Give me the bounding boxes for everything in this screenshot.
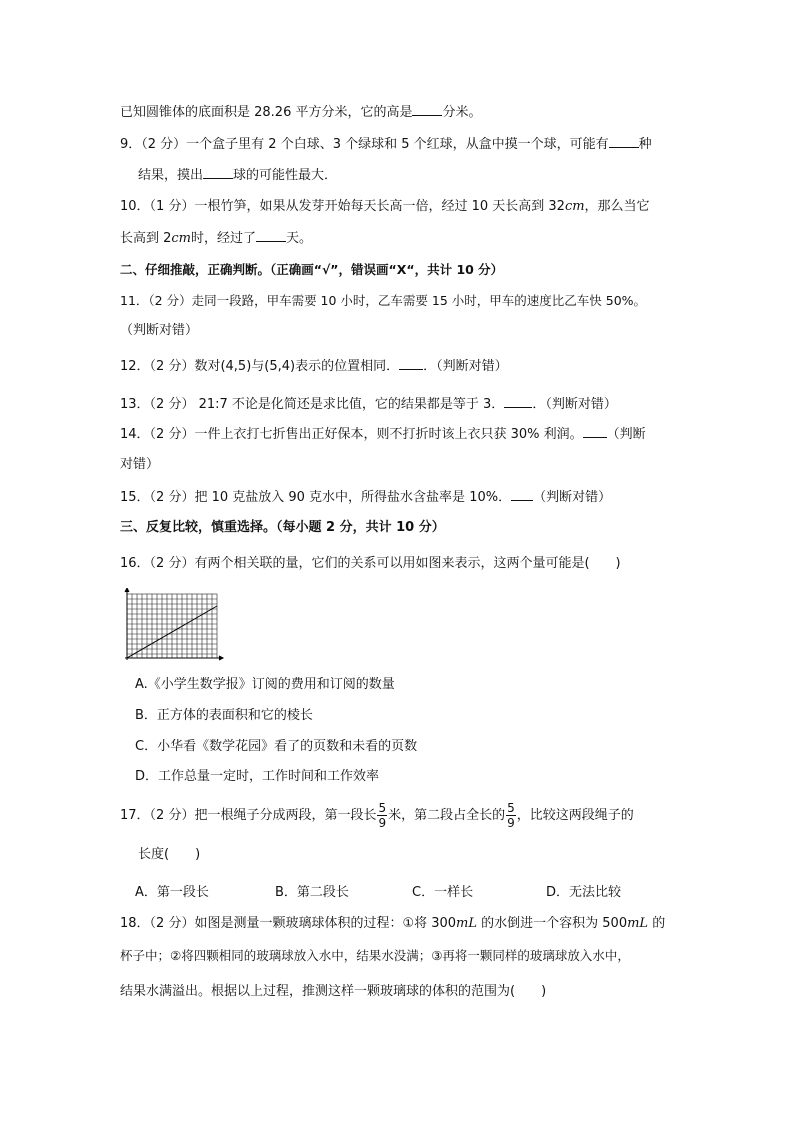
q17-line-2: 长度( ): [138, 847, 201, 862]
q9-line-1: [120, 135, 652, 154]
answer-blank[interactable]: [412, 103, 442, 116]
fraction-5-9: [506, 802, 516, 829]
answer-blank[interactable]: [399, 357, 423, 370]
q14-text: 14．（2 分）一件上衣打七折售出正好保本，则不打折时该上衣只获 30% 利润。: [120, 427, 583, 442]
q17-text-2: 米，第二段占全长的: [388, 808, 506, 823]
q18-text: 18．（2 分）如图是测量一颗玻璃球体积的过程：①将 300: [120, 916, 457, 931]
grid: [127, 594, 217, 658]
q14-line-2: 对错）: [120, 457, 160, 472]
answer-blank[interactable]: [504, 395, 532, 408]
q10-text-2: 长高到 2: [120, 231, 172, 246]
fraction-5-9: [377, 802, 387, 829]
q11-line-2: （判断对错）: [120, 323, 199, 338]
q10-text-end: ，那么当它: [584, 199, 650, 214]
q9-text: 9．（2 分）一个盒子里有 2 个白球、3 个绿球和 5 个红球，从盒中摸一个球，可能有: [120, 137, 609, 152]
q17-option-a[interactable]: A．第一段长: [135, 885, 209, 900]
answer-blank[interactable]: [609, 135, 639, 148]
section-2-heading: 二、仔细推敲，正确判断。（正确画“√”，错误画“X“，共计 10 分）: [120, 262, 504, 277]
unit-ml: mL: [456, 916, 478, 931]
q10-line-2: [120, 229, 312, 248]
q13-suffix: ．（判断对错）: [532, 397, 617, 412]
q9-text-end: 种: [638, 137, 652, 152]
q18-line-3: 结果水满溢出。根据以上过程，推测这样一颗玻璃球的体积的范围为( ): [120, 984, 547, 999]
q13-text: 13．（2 分） 21:7 不论是化简还是求比值，它的结果都是等于 3．: [120, 397, 505, 412]
q9-text-2: 结果，摸出: [138, 168, 204, 183]
unit-cm: cm: [171, 231, 192, 246]
answer-blank[interactable]: [256, 229, 286, 242]
q17-option-d[interactable]: D．无法比较: [546, 885, 622, 900]
q17-text: 17．（2 分）把一根绳子分成两段，第一段长: [120, 808, 377, 823]
q16-line-graph: [122, 588, 226, 664]
answer-blank[interactable]: [511, 488, 533, 501]
fraction-denominator: 9: [507, 816, 515, 830]
q10-text-3: 时，经过了: [191, 231, 257, 246]
fraction-denominator: 9: [378, 816, 387, 830]
q17-line-1: [120, 802, 634, 829]
q16-line: 16．（2 分）有两个相关联的量，它们的关系可以用如图来表示，这两个量可能是( ): [120, 556, 621, 571]
q10-line-1: [120, 198, 650, 216]
answer-blank[interactable]: [203, 166, 233, 179]
q17-option-b[interactable]: B．第二段长: [275, 885, 349, 900]
q18-text-2: 的水倒进一个容积为 500: [477, 916, 628, 931]
q11-line-1: 11．（2 分）走同一段路，甲车需要 10 小时，乙车需要 15 小时，甲车的速度比乙车快 50%。: [120, 293, 647, 308]
fraction-numerator: 5: [378, 801, 387, 815]
q14-suffix: （判断: [606, 427, 646, 442]
q17-option-c[interactable]: C．一样长: [412, 885, 474, 900]
q16-option-d[interactable]: D．工作总量一定时，工作时间和工作效率: [135, 769, 380, 784]
q10-text: 10．（1 分）一根竹笋，如果从发芽开始每天长高一倍，经过 10 天长高到 32: [120, 199, 565, 214]
q17-text-3: ，比较这两段绳子的: [516, 808, 634, 823]
q9-line-2: [138, 166, 337, 185]
q8-text: 已知圆锥体的底面积是 28.26 平方分米，它的高是: [120, 105, 413, 120]
q16-option-b[interactable]: B．正方体的表面积和它的棱长: [135, 708, 313, 723]
q8-continuation-line: [120, 103, 482, 122]
q15-suffix: （判断对错）: [533, 490, 612, 505]
q16-option-a[interactable]: A.《小学生数学报》订阅的费用和订阅的数量: [135, 677, 395, 692]
q12-suffix: ．（判断对错）: [423, 359, 508, 374]
q15-text: 15．（2 分）把 10 克盐放入 90 克水中，所得盐水含盐率是 10%．: [120, 490, 512, 505]
q9-text-3: 球的可能性最大．: [233, 168, 338, 183]
q18-line-2: 杯子中；②将四颗相同的玻璃球放入水中，结果水没满；③再将一颗同样的玻璃球放入水中，: [120, 948, 630, 963]
unit-ml: mL: [627, 916, 649, 931]
q16-option-c[interactable]: C．小华看《数学花园》看了的页数和未看的页数: [135, 739, 418, 754]
q12-line: [120, 357, 508, 376]
q13-line: [120, 395, 617, 414]
section-3-heading: 三、反复比较，慎重选择。（每小题 2 分，共计 10 分）: [120, 520, 445, 535]
q15-line: [120, 488, 611, 507]
q10-unit: 天。: [286, 231, 313, 246]
unit-cm: cm: [564, 199, 585, 214]
fraction-numerator: 5: [507, 801, 515, 815]
q12-text: 12．（2 分）数对(4,5)与(5,4)表示的位置相同．: [120, 359, 400, 374]
q18-text-3: 的: [648, 916, 666, 931]
q14-line-1: [120, 425, 646, 444]
q18-line-1: [120, 915, 665, 933]
q8-unit: 分米。: [442, 105, 482, 120]
answer-blank[interactable]: [583, 425, 607, 438]
